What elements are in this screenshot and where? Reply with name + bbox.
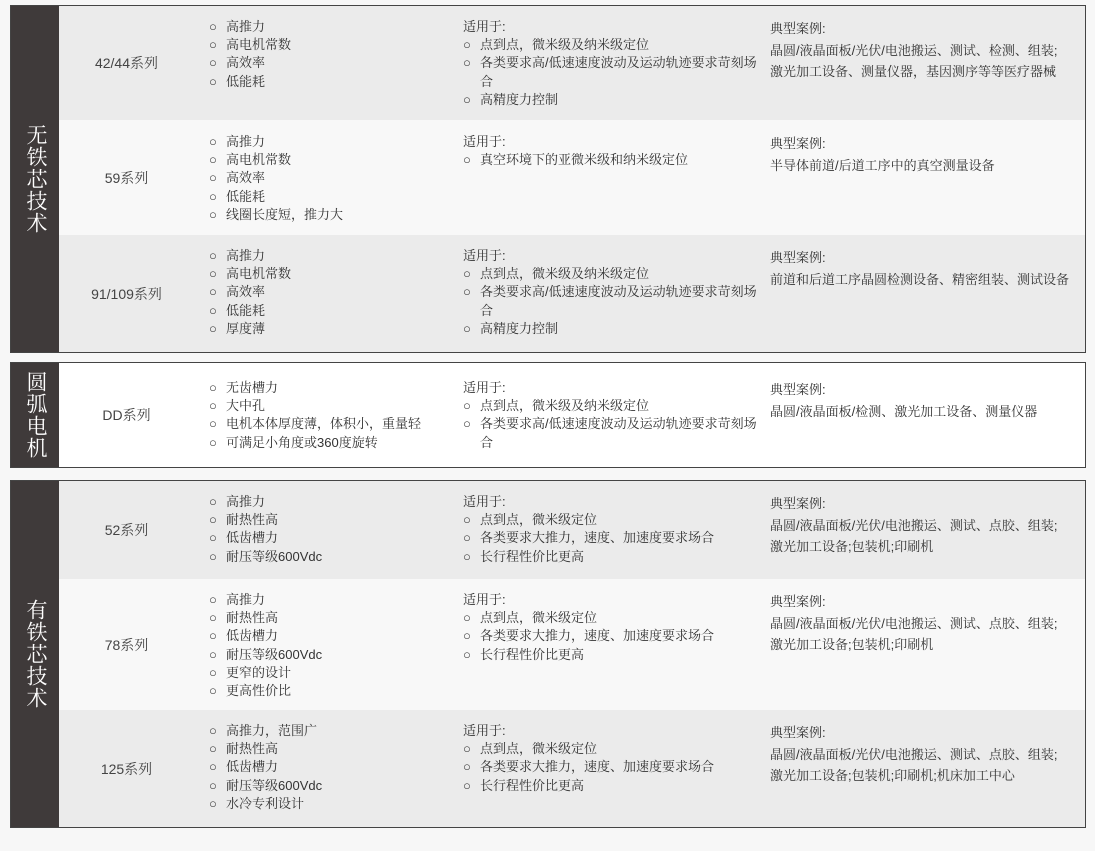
bullet-icon: ○: [209, 380, 217, 395]
cases-list: [770, 493, 1070, 558]
bullet-icon: ○: [209, 266, 217, 282]
bullet-icon: ○: [209, 284, 217, 300]
feature-text: 耐热性高: [226, 610, 279, 626]
application-item: [463, 320, 763, 338]
bullet-icon: ○: [463, 777, 471, 793]
application-text: 各类要求高/低速速度波动及运动轨迹要求苛刻场合: [480, 416, 757, 450]
bullet-icon: ○: [463, 628, 471, 644]
cases-header: 典型案例:: [770, 496, 826, 511]
application-text: 各类要求高/低速速度波动及运动轨迹要求苛刻场合: [480, 55, 757, 89]
bullet-icon: ○: [463, 610, 471, 626]
applications-list: [463, 591, 763, 664]
application-item: [463, 740, 763, 758]
bullet-icon: ○: [463, 398, 471, 414]
application-text: 点到点，微米级及纳米级定位: [480, 398, 650, 414]
application-item: [463, 397, 763, 415]
application-item: [463, 265, 763, 283]
applications-list: [463, 722, 763, 795]
case-text: 晶圆/液晶面板/光伏/电池搬运、测试、点胶、组装;: [770, 615, 1058, 631]
feature-text: 电机本体厚度薄，体积小，重量轻: [226, 416, 422, 432]
application-item: [463, 646, 763, 664]
bullet-icon: ○: [463, 759, 471, 775]
application-text: 高精度力控制: [480, 91, 559, 107]
feature-item: [209, 609, 449, 627]
group-rows: [59, 6, 1085, 352]
cases-list: [770, 591, 1070, 656]
bullet-icon: ○: [463, 416, 471, 432]
case-text: 前道和后道工序晶圆检测设备、精密组装、测试设备: [770, 271, 1070, 287]
bullet-icon: ○: [463, 530, 471, 546]
feature-item: [209, 73, 449, 91]
application-text: 真空环境下的亚微米级和纳米级定位: [480, 152, 689, 168]
feature-item: [209, 795, 449, 813]
applications-list: [463, 493, 763, 566]
bullet-icon: ○: [209, 628, 217, 644]
bullet-icon: ○: [209, 548, 217, 564]
table-row: [59, 120, 1085, 235]
bullet-icon: ○: [209, 206, 217, 222]
bullet-icon: ○: [209, 320, 217, 336]
feature-text: 高推力: [226, 134, 266, 149]
case-text: 激光加工设备、测量仪器，基因测序等等医疗器械: [770, 64, 1057, 79]
application-item: [463, 36, 763, 54]
feature-item: [209, 591, 449, 609]
feature-item: [209, 36, 449, 54]
cases-list: [770, 18, 1070, 83]
feature-text: 更高性价比: [226, 683, 292, 699]
feature-text: 耐热性高: [226, 512, 279, 528]
bullet-icon: ○: [209, 134, 217, 149]
feature-text: 可满足小角度或360度旋转: [226, 434, 378, 450]
series-name: 78系列: [104, 636, 149, 653]
feature-item: [209, 682, 449, 700]
application-item: [463, 283, 763, 319]
series-name: 91/109系列: [91, 285, 162, 302]
feature-item: [209, 379, 449, 397]
bullet-icon: ○: [463, 37, 471, 53]
application-text: 长行程性价比更高: [480, 548, 585, 564]
cases-list: [770, 379, 1070, 422]
feature-item: [209, 548, 449, 566]
feature-item: [209, 511, 449, 529]
feature-item: [209, 18, 449, 36]
bullet-icon: ○: [209, 683, 217, 699]
feature-text: 耐压等级600Vdc: [226, 646, 323, 662]
feature-item: [209, 283, 449, 301]
case-text: 半导体前道/后道工序中的真空测量设备: [770, 157, 995, 173]
application-text: 点到点，微米级定位: [480, 610, 598, 626]
bullet-icon: ○: [209, 19, 217, 34]
bullet-icon: ○: [209, 55, 217, 71]
bullet-icon: ○: [463, 152, 471, 168]
bullet-icon: ○: [209, 530, 217, 546]
feature-text: 低齿槽力: [226, 759, 279, 775]
feature-item: [209, 206, 449, 224]
feature-text: 高推力: [226, 592, 266, 607]
applications-list: [463, 18, 763, 109]
feature-item: [209, 151, 449, 169]
application-item: [463, 91, 763, 109]
applications-header: 适用于:: [463, 134, 506, 149]
feature-item: [209, 302, 449, 320]
application-item: [463, 548, 763, 566]
feature-item: [209, 627, 449, 645]
applications-header: 适用于:: [463, 494, 506, 509]
application-text: 长行程性价比更高: [480, 646, 585, 662]
group-rows: [59, 481, 1085, 827]
feature-text: 低能耗: [226, 73, 266, 89]
series-name: 42/44系列: [94, 55, 159, 71]
cases-header: 典型案例:: [770, 594, 826, 609]
bullet-icon: ○: [209, 759, 217, 775]
bullet-icon: ○: [463, 512, 471, 528]
cases-list: [770, 247, 1070, 290]
feature-text: 大中孔: [226, 398, 266, 414]
bullet-icon: ○: [463, 741, 471, 757]
bullet-icon: ○: [463, 55, 471, 71]
features-list: [209, 247, 449, 338]
table-row: [59, 235, 1085, 352]
feature-item: [209, 493, 449, 511]
table-row: [59, 710, 1085, 827]
feature-text: 高电机常数: [226, 266, 292, 282]
feature-text: 高电机常数: [226, 37, 292, 53]
applications-list: [463, 379, 763, 452]
feature-text: 更窄的设计: [226, 664, 292, 680]
bullet-icon: ○: [209, 664, 217, 680]
cases-header: 典型案例:: [770, 136, 826, 151]
feature-text: 耐压等级600Vdc: [226, 777, 323, 793]
group-label: 圆弧电机: [24, 371, 47, 459]
bullet-icon: ○: [209, 592, 217, 607]
feature-item: [209, 320, 449, 338]
features-list: [209, 493, 449, 566]
table-row: [59, 6, 1085, 120]
application-text: 点到点，微米级定位: [480, 512, 598, 528]
group-rows: [59, 363, 1085, 467]
group-label: 有铁芯技术: [24, 599, 47, 709]
feature-item: [209, 529, 449, 547]
features-list: [209, 591, 449, 700]
feature-item: [209, 646, 449, 664]
applications-header: 适用于:: [463, 723, 506, 738]
application-text: 各类要求大推力，速度、加速度要求场合: [480, 530, 715, 546]
feature-text: 低能耗: [226, 188, 266, 204]
feature-text: 耐热性高: [226, 741, 279, 757]
bullet-icon: ○: [463, 91, 471, 107]
bullet-icon: ○: [209, 434, 217, 450]
cases-list: [770, 722, 1070, 787]
cases-header: 典型案例:: [770, 382, 826, 397]
feature-text: 高效率: [226, 170, 266, 186]
bullet-icon: ○: [209, 416, 217, 432]
table-row: [59, 579, 1085, 710]
feature-item: [209, 397, 449, 415]
bullet-icon: ○: [463, 320, 471, 336]
feature-item: [209, 434, 449, 452]
feature-text: 低能耗: [226, 302, 266, 318]
application-text: 点到点，微米级定位: [480, 741, 598, 757]
feature-text: 无齿槽力: [226, 380, 279, 395]
bullet-icon: ○: [209, 37, 217, 53]
feature-text: 耐压等级600Vdc: [226, 548, 323, 564]
bullet-icon: ○: [463, 266, 471, 282]
series-name: 52系列: [104, 522, 149, 538]
table-row: [59, 363, 1085, 467]
application-text: 点到点，微米级及纳米级定位: [480, 266, 650, 282]
series-name: DD系列: [102, 407, 151, 423]
application-text: 长行程性价比更高: [480, 777, 585, 793]
table-row: [59, 481, 1085, 579]
application-item: [463, 54, 763, 90]
feature-text: 低齿槽力: [226, 530, 279, 546]
group-label: 无铁芯技术: [24, 124, 47, 234]
feature-item: [209, 758, 449, 776]
feature-item: [209, 777, 449, 795]
case-text: 激光加工设备;包装机;印刷机: [770, 539, 934, 554]
feature-text: 高效率: [226, 55, 266, 71]
feature-item: [209, 722, 449, 740]
application-text: 各类要求大推力，速度、加速度要求场合: [480, 628, 715, 644]
bullet-icon: ○: [209, 302, 217, 318]
features-list: [209, 18, 449, 91]
bullet-icon: ○: [209, 795, 217, 811]
applications-list: [463, 247, 763, 338]
bullet-icon: ○: [209, 73, 217, 89]
group-side-label: [11, 6, 59, 352]
feature-text: 高推力，范围广: [226, 723, 318, 738]
bullet-icon: ○: [463, 284, 471, 300]
feature-text: 高电机常数: [226, 152, 292, 168]
cases-list: [770, 133, 1070, 176]
bullet-icon: ○: [209, 723, 217, 738]
bullet-icon: ○: [463, 646, 471, 662]
feature-text: 高推力: [226, 248, 266, 263]
application-item: [463, 415, 763, 451]
application-item: [463, 609, 763, 627]
feature-item: [209, 169, 449, 187]
feature-text: 高推力: [226, 494, 266, 509]
feature-item: [209, 247, 449, 265]
application-text: 高精度力控制: [480, 320, 559, 336]
feature-item: [209, 740, 449, 758]
bullet-icon: ○: [209, 512, 217, 528]
bullet-icon: ○: [463, 548, 471, 564]
case-text: 晶圆/液晶面板/光伏/电池搬运、测试、点胶、组装;: [770, 746, 1058, 762]
applications-header: 适用于:: [463, 19, 506, 34]
applications-header: 适用于:: [463, 380, 506, 395]
application-text: 点到点，微米级及纳米级定位: [480, 37, 650, 53]
bullet-icon: ○: [209, 741, 217, 757]
feature-text: 水冷专利设计: [226, 795, 305, 811]
application-item: [463, 529, 763, 547]
cases-header: 典型案例:: [770, 725, 826, 740]
cases-header: 典型案例:: [770, 21, 826, 36]
feature-text: 厚度薄: [226, 320, 266, 336]
application-item: [463, 627, 763, 645]
applications-list: [463, 133, 763, 169]
feature-item: [209, 133, 449, 151]
applications-header: 适用于:: [463, 248, 506, 263]
feature-item: [209, 54, 449, 72]
group-side-label: [11, 481, 59, 827]
case-text: 晶圆/液晶面板/检测、激光加工设备、测量仪器: [770, 403, 1038, 419]
bullet-icon: ○: [209, 777, 217, 793]
bullet-icon: ○: [209, 610, 217, 626]
applications-header: 适用于:: [463, 592, 506, 607]
case-text: 晶圆/液晶面板/光伏/电池搬运、测试、检测、组装;: [770, 42, 1058, 58]
features-list: [209, 722, 449, 813]
table-group: [10, 362, 1086, 468]
feature-text: 低齿槽力: [226, 628, 279, 644]
bullet-icon: ○: [209, 248, 217, 263]
bullet-icon: ○: [209, 494, 217, 509]
application-item: [463, 777, 763, 795]
feature-item: [209, 415, 449, 433]
bullet-icon: ○: [209, 646, 217, 662]
feature-text: 高推力: [226, 19, 266, 34]
bullet-icon: ○: [209, 152, 217, 168]
feature-item: [209, 265, 449, 283]
bullet-icon: ○: [209, 170, 217, 186]
feature-item: [209, 664, 449, 682]
application-item: [463, 511, 763, 529]
bullet-icon: ○: [209, 188, 217, 204]
feature-text: 线圈长度短，推力大: [226, 206, 344, 222]
case-text: 晶圆/液晶面板/光伏/电池搬运、测试、点胶、组装;: [770, 517, 1058, 533]
application-text: 各类要求高/低速速度波动及运动轨迹要求苛刻场合: [480, 284, 757, 318]
case-text: 激光加工设备;包装机;印刷机: [770, 637, 934, 652]
series-name: 59系列: [104, 169, 149, 186]
cases-header: 典型案例:: [770, 250, 826, 265]
group-side-label: [11, 363, 59, 467]
table-group: [10, 5, 1086, 353]
feature-item: [209, 188, 449, 206]
table-group: [10, 480, 1086, 828]
application-item: [463, 758, 763, 776]
series-name: 125系列: [100, 760, 153, 777]
features-list: [209, 133, 449, 224]
application-text: 各类要求大推力，速度、加速度要求场合: [480, 759, 715, 775]
application-item: [463, 151, 763, 169]
bullet-icon: ○: [209, 398, 217, 414]
features-list: [209, 379, 449, 452]
feature-text: 高效率: [226, 284, 266, 300]
case-text: 激光加工设备;包装机;印刷机;机床加工中心: [770, 768, 1015, 783]
